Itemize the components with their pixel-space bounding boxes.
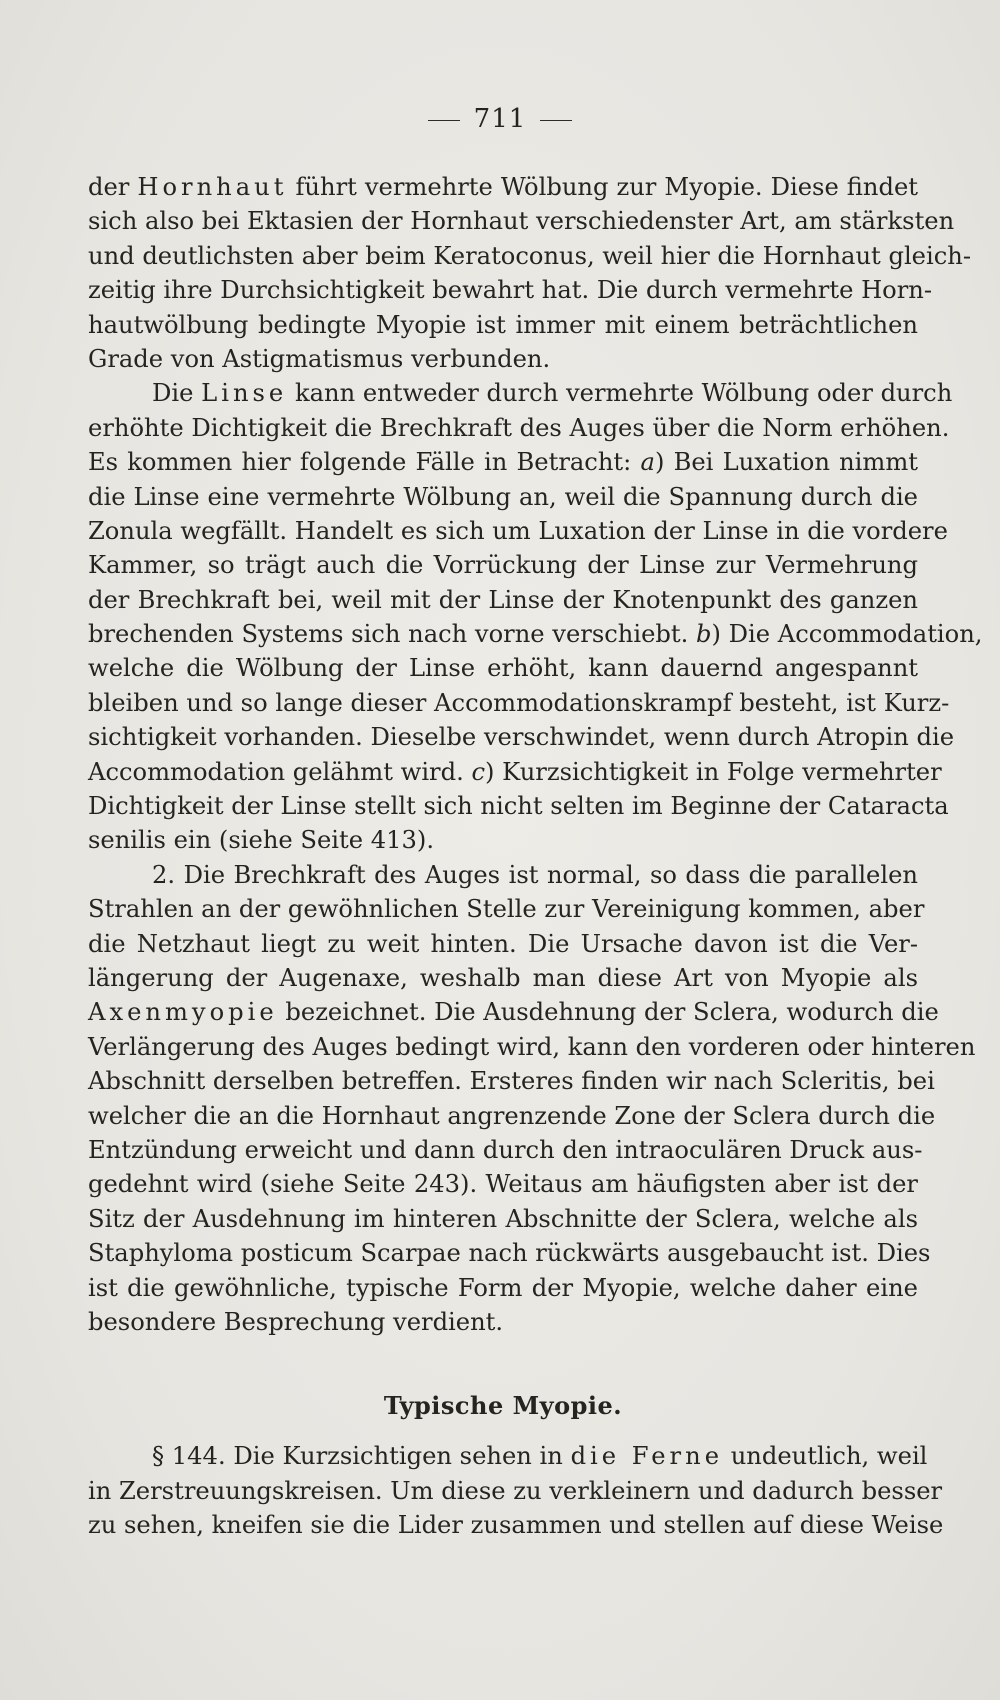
text-line	[88, 617, 983, 651]
text-run: der	[88, 173, 138, 201]
spaced-term: Linse	[201, 379, 288, 408]
text-line	[88, 1439, 928, 1473]
text-line	[88, 755, 942, 789]
text-run: Es kommen hier folgende Fälle in Betracht:	[88, 448, 641, 477]
spaced-term: Axenmyopie	[88, 998, 278, 1027]
text-line: erhöhte Dichtigkeit die Brechkraft des Auges über die Norm erhöhen.	[88, 413, 950, 442]
text-line: gedehnt wird (siehe Seite 243). Weitaus am häufigsten aber ist der	[88, 1170, 918, 1199]
text-run: führt vermehrte Wölbung zur Myopie. Diese findet	[287, 173, 918, 201]
text-line	[88, 376, 953, 410]
italic-letter: a	[640, 448, 655, 477]
text-line: längerung der Augenaxe, weshalb man diese Art von Myopie als	[88, 963, 918, 992]
text-line: Verlängerung des Auges bedingt wird, kann den vorderen oder hinteren	[88, 1032, 976, 1061]
body-text	[88, 170, 983, 1542]
italic-letter: b	[696, 620, 712, 649]
text-line: Strahlen an der gewöhnlichen Stelle zur Vereinigung kommen, aber	[88, 895, 925, 924]
text-line: zeitig ihre Durchsichtigkeit bewahrt hat. Die durch vermehrte Horn-	[88, 276, 933, 305]
text-line: sich also bei Ektasien der Hornhaut verschiedenster Art, am stärksten	[88, 207, 955, 236]
text-run: § 144. Die Kurzsichtigen sehen in	[152, 1442, 571, 1471]
text-run: Accommodation gelähmt wird.	[88, 757, 472, 786]
header-dash-right	[540, 120, 572, 121]
page-number: 711	[473, 104, 527, 134]
text-run: brechenden Systems sich nach vorne verschiebt.	[88, 620, 697, 649]
text-line	[88, 995, 939, 1029]
text-line: Dichtigkeit der Linse stellt sich nicht selten im Beginne der Cataracta	[88, 792, 949, 821]
text-line: die Linse eine vermehrte Wölbung an, weil die Spannung durch die	[88, 482, 918, 511]
text-run: undeutlich, weil	[723, 1442, 928, 1471]
text-run: ) Kurzsichtigkeit in Folge vermehrter	[485, 757, 942, 786]
text-run: Die	[152, 379, 202, 408]
text-line: Entzündung erweicht und dann durch den intraoculären Druck aus-	[88, 1135, 923, 1164]
text-line: welcher die an die Hornhaut angrenzende Zone der Sclera durch die	[88, 1101, 936, 1130]
text-line: in Zerstreuungskreisen. Um diese zu verkleinern und dadurch besser	[88, 1476, 943, 1505]
text-line: besondere Besprechung verdient.	[88, 1307, 504, 1336]
text-line: ist die gewöhnliche, typische Form der Myopie, welche daher eine	[88, 1273, 918, 1302]
text-line	[88, 170, 918, 204]
spaced-term: die Ferne	[570, 1442, 724, 1471]
text-line: und deutlichsten aber beim Keratoconus, weil hier die Hornhaut gleich-	[88, 241, 972, 270]
text-line: sichtigkeit vorhanden. Dieselbe verschwindet, wenn durch Atropin die	[88, 723, 955, 752]
section-heading: Typische Myopie.	[383, 1391, 623, 1421]
text-line: Kammer, so trägt auch die Vorrückung der Linse zur Vermehrung	[88, 551, 918, 580]
text-line: Grade von Astigmatismus verbunden.	[88, 344, 551, 373]
text-run: kann entweder durch vermehrte Wölbung oder durch	[287, 379, 953, 408]
text-run: ) Bei Luxation nimmt	[654, 448, 918, 477]
text-line: der Brechkraft bei, weil mit der Linse der Knotenpunkt des ganzen	[88, 585, 918, 614]
header-dash-left	[428, 120, 460, 121]
text-line	[88, 445, 918, 479]
text-run: ) Die Accommodation,	[711, 620, 983, 649]
text-line: zu sehen, kneifen sie die Lider zusammen und stellen auf diese Weise	[88, 1511, 944, 1540]
text-line: welche die Wölbung der Linse erhöht, kann dauernd angespannt	[88, 654, 918, 683]
text-line: Sitz der Ausdehnung im hinteren Abschnitte der Sclera, welche als	[88, 1204, 918, 1233]
text-line: senilis ein (siehe Seite 413).	[88, 826, 435, 855]
text-line: Abschnitt derselben betreffen. Ersteres finden wir nach Scleritis, bei	[88, 1067, 935, 1096]
text-line: Staphyloma posticum Scarpae nach rückwärts ausgebaucht ist. Dies	[88, 1239, 931, 1268]
text-line: die Netzhaut liegt zu weit hinten. Die Ursache davon ist die Ver-	[88, 929, 918, 958]
italic-letter: c	[471, 757, 486, 786]
page-header	[0, 104, 1000, 134]
text-line: bleiben und so lange dieser Accommodationskrampf besteht, ist Kurz-	[88, 688, 950, 717]
text-line: Zonula wegfällt. Handelt es sich um Luxation der Linse in die vordere	[88, 516, 948, 545]
text-line: 2. Die Brechkraft des Auges ist normal, so dass die parallelen	[152, 860, 918, 889]
text-run: bezeichnet. Die Ausdehnung der Sclera, wodurch die	[277, 998, 939, 1027]
spaced-term: Hornhaut	[137, 173, 288, 201]
text-line: hautwölbung bedingte Myopie ist immer mit einem beträchtlichen	[88, 310, 918, 339]
